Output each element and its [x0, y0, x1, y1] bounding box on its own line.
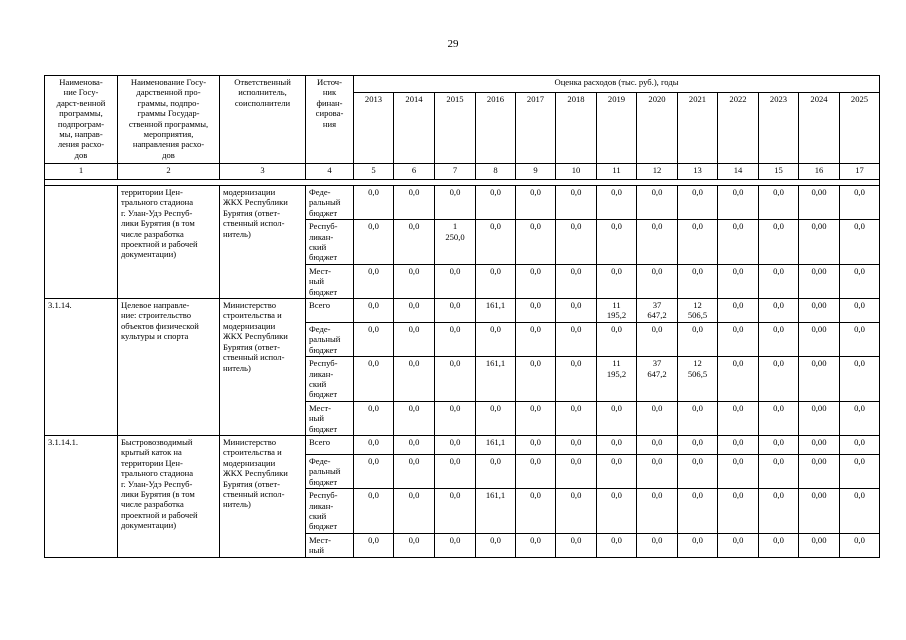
value-cell: 12 506,5: [678, 357, 718, 402]
value-cell: 0,0: [597, 489, 637, 534]
value-cell: 0,0: [759, 220, 799, 265]
value-cell: 161,1: [476, 489, 516, 534]
value-cell: 0,0: [556, 435, 597, 454]
header-year: 2020: [637, 93, 678, 164]
value-cell: 0,0: [394, 220, 435, 265]
column-number: 17: [840, 164, 880, 180]
value-cell: 0,0: [637, 533, 678, 557]
header-year: 2018: [556, 93, 597, 164]
value-cell: 0,0: [840, 357, 880, 402]
value-cell: 0,0: [678, 489, 718, 534]
value-cell: 0,0: [840, 220, 880, 265]
header-year: 2014: [394, 93, 435, 164]
value-cell: 0,0: [759, 533, 799, 557]
page-number: 29: [447, 38, 459, 50]
value-cell: 0,0: [556, 357, 597, 402]
value-cell: 0,0: [759, 299, 799, 323]
column-number: 13: [678, 164, 718, 180]
value-cell: 0,0: [678, 454, 718, 488]
value-cell: 0,0: [597, 322, 637, 356]
value-cell: 0,0: [718, 454, 759, 488]
value-cell: 0,0: [678, 533, 718, 557]
value-cell: 0,0: [759, 186, 799, 220]
column-number: 6: [394, 164, 435, 180]
column-number: 3: [220, 164, 306, 180]
value-cell: 0,0: [678, 264, 718, 298]
row-funding-source: Феде- ральный бюджет: [306, 454, 354, 488]
value-cell: 0,0: [516, 220, 556, 265]
value-cell: 0,0: [354, 220, 394, 265]
value-cell: 0,0: [394, 401, 435, 435]
value-cell: 0,0: [394, 264, 435, 298]
value-cell: 0,0: [556, 533, 597, 557]
value-cell: 0,0: [597, 220, 637, 265]
value-cell: 0,0: [516, 533, 556, 557]
value-cell: 0,0: [637, 401, 678, 435]
row-event-name: Целевое направле- ние: строительство объектов физической культуры и спорта: [118, 299, 220, 436]
value-cell: 0,0: [718, 489, 759, 534]
value-cell: 0,0: [556, 220, 597, 265]
value-cell: 0,0: [556, 299, 597, 323]
value-cell: 0,0: [394, 454, 435, 488]
column-number: 10: [556, 164, 597, 180]
value-cell: 0,0: [718, 322, 759, 356]
value-cell: 0,0: [759, 489, 799, 534]
value-cell: 0,0: [840, 533, 880, 557]
value-cell: 0,0: [840, 322, 880, 356]
value-cell: 0,0: [718, 401, 759, 435]
value-cell: 37 647,2: [637, 299, 678, 323]
header-year: 2024: [799, 93, 840, 164]
column-number: 9: [516, 164, 556, 180]
header-event-name: Наименование Госу- дарственной про- граммы, подпро- граммы Государ- ственной программы, мероприятия, направления расхо- дов: [118, 76, 220, 164]
value-cell: 0,0: [840, 299, 880, 323]
row-executor: модернизации ЖКХ Республики Бурятия (ответ- ственный испол- нитель): [220, 186, 306, 299]
value-cell: 0,0: [556, 322, 597, 356]
value-cell: 0,0: [394, 299, 435, 323]
value-cell: 0,0: [637, 264, 678, 298]
row-executor: Министерство строительства и модернизации ЖКХ Республики Бурятия (ответ- ственный испол- нитель): [220, 435, 306, 557]
value-cell: 0,0: [435, 533, 476, 557]
value-cell: 0,0: [718, 435, 759, 454]
value-cell: 0,0: [840, 186, 880, 220]
header-year: 2013: [354, 93, 394, 164]
value-cell: 0,0: [759, 401, 799, 435]
value-cell: 0,0: [354, 533, 394, 557]
value-cell: 0,00: [799, 401, 840, 435]
row-funding-source: Мест- ный бюджет: [306, 401, 354, 435]
value-cell: 0,0: [516, 299, 556, 323]
column-number: 14: [718, 164, 759, 180]
value-cell: 0,0: [840, 435, 880, 454]
value-cell: 0,0: [435, 322, 476, 356]
value-cell: 12 506,5: [678, 299, 718, 323]
header-year: 2022: [718, 93, 759, 164]
value-cell: 0,0: [597, 533, 637, 557]
value-cell: 0,00: [799, 357, 840, 402]
table-row: [45, 186, 880, 220]
value-cell: 0,0: [759, 322, 799, 356]
value-cell: 0,0: [476, 533, 516, 557]
value-cell: 0,0: [759, 435, 799, 454]
header-year: 2017: [516, 93, 556, 164]
column-number: 7: [435, 164, 476, 180]
value-cell: 0,0: [556, 401, 597, 435]
value-cell: 0,0: [354, 401, 394, 435]
value-cell: 0,0: [637, 435, 678, 454]
value-cell: 0,0: [556, 489, 597, 534]
value-cell: 0,0: [718, 264, 759, 298]
value-cell: 0,0: [354, 299, 394, 323]
header-year: 2019: [597, 93, 637, 164]
value-cell: 0,0: [394, 533, 435, 557]
header-estimate: Оценка расходов (тыс. руб.), годы: [354, 76, 880, 93]
value-cell: 0,00: [799, 533, 840, 557]
value-cell: 0,0: [759, 264, 799, 298]
value-cell: 0,0: [718, 533, 759, 557]
value-cell: 0,0: [637, 489, 678, 534]
table-header: [45, 76, 880, 180]
value-cell: 0,0: [435, 299, 476, 323]
value-cell: 0,0: [556, 454, 597, 488]
row-event-name: Быстровозводимый крытый каток на территории Цен- трального стадиона г. Улан-Удэ Респуб- лики Бурятия (в том числе разработка проектной и рабочей документации): [118, 435, 220, 557]
value-cell: 0,0: [394, 186, 435, 220]
value-cell: 0,0: [354, 435, 394, 454]
value-cell: 161,1: [476, 357, 516, 402]
row-code: [45, 186, 118, 299]
row-event-name: территории Цен- трального стадиона г. Улан-Удэ Респуб- лики Бурятия (в том числе разработка проектной и рабочей документации): [118, 186, 220, 299]
row-funding-source: Феде- ральный бюджет: [306, 322, 354, 356]
header-year: 2021: [678, 93, 718, 164]
value-cell: 0,0: [354, 489, 394, 534]
row-funding-source: Мест- ный: [306, 533, 354, 557]
row-funding-source: Респуб- ликан- ский бюджет: [306, 220, 354, 265]
value-cell: 0,00: [799, 186, 840, 220]
header-executor: Ответственный исполнитель, соисполнители: [220, 76, 306, 164]
column-number: 11: [597, 164, 637, 180]
value-cell: 0,0: [435, 454, 476, 488]
value-cell: 0,0: [516, 401, 556, 435]
value-cell: 0,0: [516, 489, 556, 534]
value-cell: 0,0: [840, 454, 880, 488]
row-funding-source: Респуб- ликан- ский бюджет: [306, 357, 354, 402]
value-cell: 0,0: [435, 489, 476, 534]
value-cell: 0,0: [637, 186, 678, 220]
value-cell: 0,0: [516, 322, 556, 356]
column-number: 4: [306, 164, 354, 180]
table-row: [45, 435, 880, 454]
row-executor: Министерство строительства и модернизации ЖКХ Республики Бурятия (ответ- ственный испол- нитель): [220, 299, 306, 436]
value-cell: 0,0: [840, 489, 880, 534]
row-code: 3.1.14.: [45, 299, 118, 436]
value-cell: 0,00: [799, 435, 840, 454]
column-number: 5: [354, 164, 394, 180]
value-cell: 0,0: [597, 186, 637, 220]
value-cell: 0,0: [637, 220, 678, 265]
column-number: 2: [118, 164, 220, 180]
value-cell: 0,0: [718, 357, 759, 402]
value-cell: 0,0: [637, 454, 678, 488]
value-cell: 0,0: [678, 322, 718, 356]
value-cell: 0,0: [597, 401, 637, 435]
value-cell: 161,1: [476, 299, 516, 323]
value-cell: 0,0: [394, 435, 435, 454]
value-cell: 0,0: [678, 220, 718, 265]
value-cell: 0,0: [718, 299, 759, 323]
value-cell: 0,0: [476, 220, 516, 265]
value-cell: 0,0: [394, 489, 435, 534]
value-cell: 0,00: [799, 299, 840, 323]
value-cell: 161,1: [476, 435, 516, 454]
value-cell: 37 647,2: [637, 357, 678, 402]
value-cell: 0,0: [759, 357, 799, 402]
value-cell: 0,0: [678, 401, 718, 435]
value-cell: 0,0: [394, 322, 435, 356]
value-cell: 0,0: [597, 435, 637, 454]
row-funding-source: Респуб- ликан- ский бюджет: [306, 489, 354, 534]
value-cell: 11 195,2: [597, 299, 637, 323]
value-cell: 0,0: [556, 264, 597, 298]
value-cell: 0,0: [759, 454, 799, 488]
value-cell: 0,00: [799, 322, 840, 356]
value-cell: 0,00: [799, 264, 840, 298]
value-cell: 0,00: [799, 489, 840, 534]
value-cell: 11 195,2: [597, 357, 637, 402]
value-cell: 0,0: [476, 186, 516, 220]
table-body: [45, 180, 880, 558]
row-funding-source: Мест- ный бюджет: [306, 264, 354, 298]
value-cell: 0,0: [354, 454, 394, 488]
value-cell: 0,0: [354, 322, 394, 356]
value-cell: 0,0: [718, 220, 759, 265]
header-program-name: Наименова- ние Госу- дарст-венной программы, подпрограм- мы, направ- ления расхо- дов: [45, 76, 118, 164]
header-year: 2023: [759, 93, 799, 164]
value-cell: 0,0: [435, 435, 476, 454]
table-row: [45, 299, 880, 323]
row-funding-source: Всего: [306, 435, 354, 454]
header-year: 2025: [840, 93, 880, 164]
value-cell: 0,0: [476, 454, 516, 488]
value-cell: 0,0: [516, 454, 556, 488]
value-cell: 0,0: [476, 401, 516, 435]
value-cell: 0,0: [394, 357, 435, 402]
row-code: 3.1.14.1.: [45, 435, 118, 557]
value-cell: 1 250,0: [435, 220, 476, 265]
value-cell: 0,0: [476, 264, 516, 298]
value-cell: 0,0: [476, 322, 516, 356]
value-cell: 0,0: [718, 186, 759, 220]
column-number: 1: [45, 164, 118, 180]
column-number: 8: [476, 164, 516, 180]
value-cell: 0,0: [516, 186, 556, 220]
value-cell: 0,0: [435, 186, 476, 220]
header-year: 2015: [435, 93, 476, 164]
value-cell: 0,0: [354, 186, 394, 220]
column-number: 16: [799, 164, 840, 180]
value-cell: 0,0: [516, 357, 556, 402]
value-cell: 0,0: [435, 264, 476, 298]
value-cell: 0,00: [799, 220, 840, 265]
value-cell: 0,0: [354, 357, 394, 402]
value-cell: 0,0: [678, 435, 718, 454]
budget-table: [44, 75, 880, 558]
value-cell: 0,0: [354, 264, 394, 298]
header-year: 2016: [476, 93, 516, 164]
value-cell: 0,0: [840, 264, 880, 298]
value-cell: 0,0: [435, 357, 476, 402]
value-cell: 0,0: [597, 264, 637, 298]
value-cell: 0,00: [799, 454, 840, 488]
value-cell: 0,0: [840, 401, 880, 435]
column-number: 15: [759, 164, 799, 180]
value-cell: 0,0: [678, 186, 718, 220]
value-cell: 0,0: [556, 186, 597, 220]
value-cell: 0,0: [637, 322, 678, 356]
value-cell: 0,0: [516, 264, 556, 298]
value-cell: 0,0: [597, 454, 637, 488]
row-funding-source: Всего: [306, 299, 354, 323]
header-funding-source: Источ- ник финан- сирова- ния: [306, 76, 354, 164]
value-cell: 0,0: [435, 401, 476, 435]
value-cell: 0,0: [516, 435, 556, 454]
column-number: 12: [637, 164, 678, 180]
row-funding-source: Феде- ральный бюджет: [306, 186, 354, 220]
